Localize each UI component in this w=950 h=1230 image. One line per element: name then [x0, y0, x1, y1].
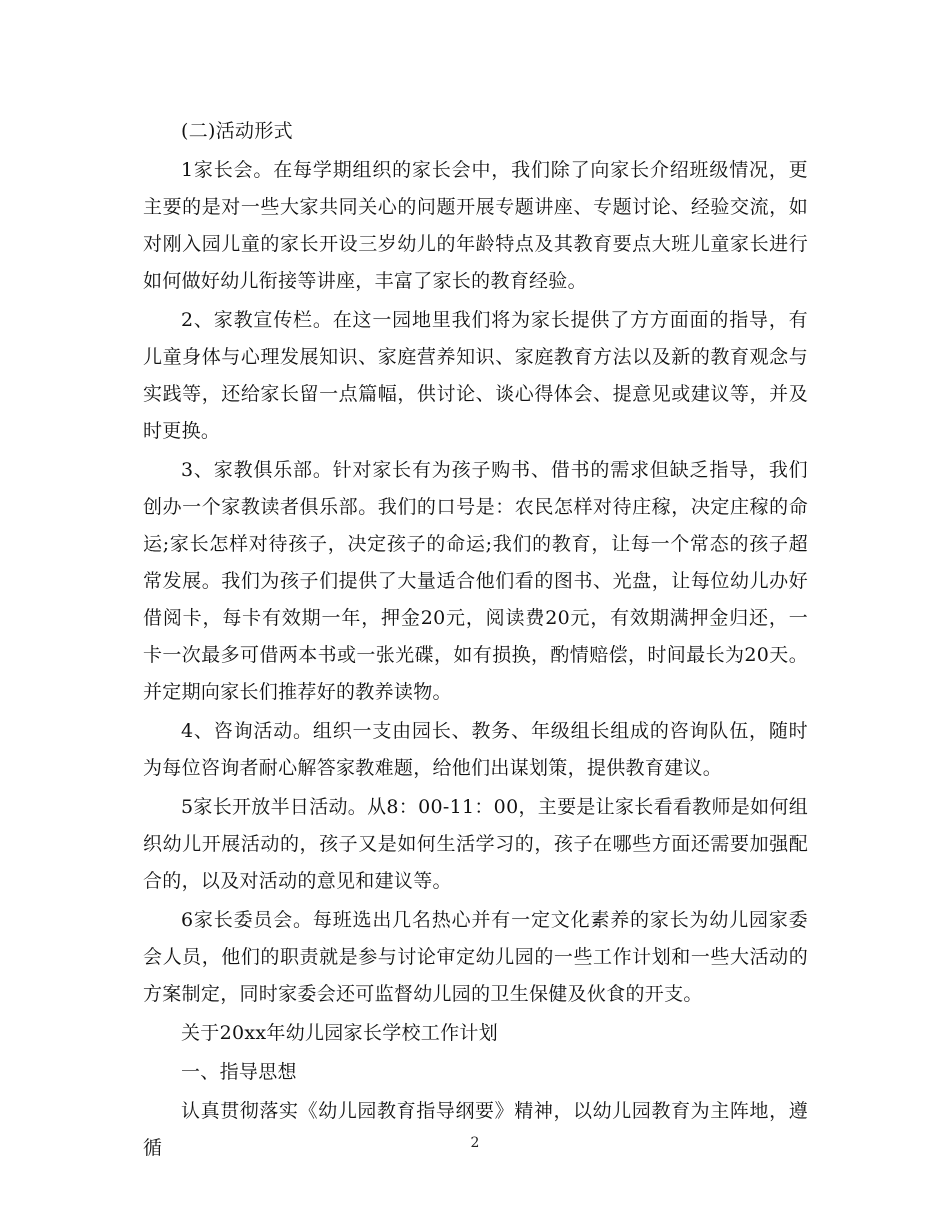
paragraph-guiding-ideology: 认真贯彻落实《幼儿园教育指导纲要》精神，以幼儿园教育为主阵地，遵循	[143, 1100, 808, 1159]
paragraph-parent-meeting: 1家长会。在每学期组织的家长会中，我们除了向家长介绍班级情况，更主要的是对一些大家共同关心的问题开展专题讲座、专题讨论、经验交流，如对刚入园儿童的家长开设三岁幼儿的年龄特点及其教育要点大班儿童家长进行如何做好幼儿衔接等讲座，丰富了家长的教育经验。	[143, 159, 808, 292]
paragraph-consultation: 4、咨询活动。组织一支由园长、教务、年级组长组成的咨询队伍，随时为每位咨询者耐心解答家教难题，给他们出谋划策，提供教育建议。	[143, 720, 808, 779]
document-title: 关于20xx年幼儿园家长学校工作计划	[181, 1022, 499, 1044]
paragraph-open-day: 5家长开放半日活动。从8：00-11：00，主要是让家长看看教师是如何组织幼儿开展活动的，孩子又是如何生活学习的，孩子在哪些方面还需要加强配合的，以及对活动的意见和建议等。	[143, 796, 808, 892]
paragraph-education-club: 3、家教俱乐部。针对家长有为孩子购书、借书的需求但缺乏指导，我们创办一个家教读者俱乐部。我们的口号是：农民怎样对待庄稼，决定庄稼的命运;家长怎样对待孩子，决定孩子的命运;我们的教育，让每一个常态的孩子超常发展。我们为孩子们提供了大量适合他们看的图书、光盘，让每位幼儿办好借阅卡，每卡有效期一年，押金20元，阅读费20元，有效期满押金归还，一卡一次最多可借两本书或一张光碟，如有损换，酌情赔偿，时间最长为20天。并定期向家长们推荐好的教养读物。	[143, 459, 808, 703]
paragraph-parent-committee: 6家长委员会。每班选出几名热心并有一定文化素养的家长为幼儿园家委会人员，他们的职责就是参与讨论审定幼儿园的一些工作计划和一些大活动的方案制定，同时家委会还可监督幼儿园的卫生保健及伙食的开支。	[143, 909, 808, 1005]
section-heading-guiding-ideology: 一、指导思想	[181, 1061, 297, 1083]
paragraph-bulletin-board: 2、家教宣传栏。在这一园地里我们将为家长提供了方方面面的指导，有儿童身体与心理发展知识、家庭营养知识、家庭教育方法以及新的教育观念与实践等，还给家长留一点篇幅，供讨论、谈心得体会、提意见或建议等，并及时更换。	[143, 309, 808, 442]
document-body	[143, 113, 808, 1169]
page-number: 2	[470, 1135, 480, 1151]
section-heading-activity-forms: (二)活动形式	[181, 120, 293, 142]
